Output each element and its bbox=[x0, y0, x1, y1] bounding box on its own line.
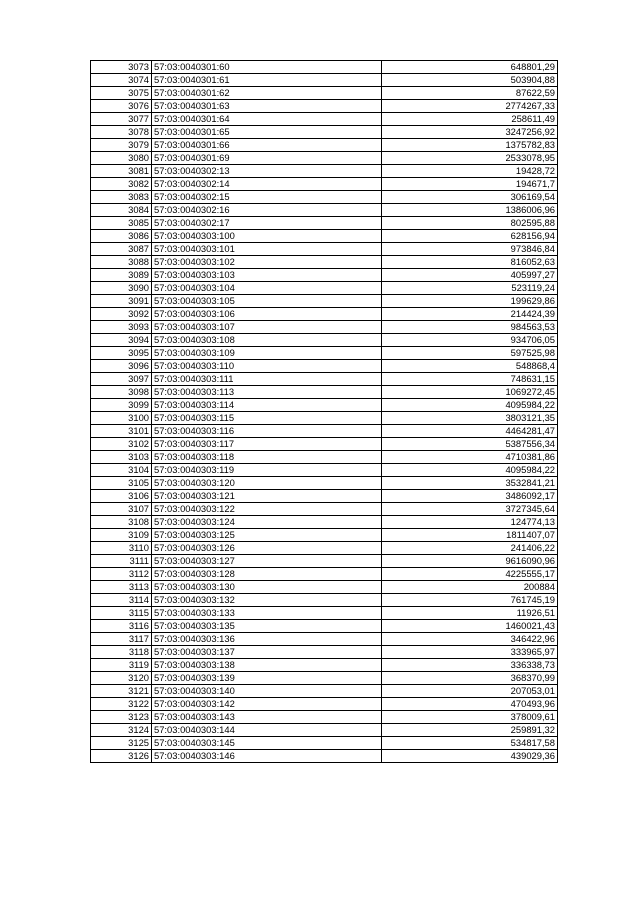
cadastral-number-cell: 57:03:0040303:135 bbox=[152, 620, 382, 633]
table-row bbox=[91, 113, 558, 126]
row-number-cell: 3123 bbox=[91, 711, 152, 724]
table-row bbox=[91, 126, 558, 139]
cadastral-number-cell: 57:03:0040301:60 bbox=[152, 61, 382, 74]
table-row bbox=[91, 165, 558, 178]
table-row bbox=[91, 295, 558, 308]
table-row bbox=[91, 373, 558, 386]
cadastral-number-cell: 57:03:0040303:119 bbox=[152, 464, 382, 477]
cadastral-number-cell: 57:03:0040303:117 bbox=[152, 438, 382, 451]
cadastral-number-cell: 57:03:0040302:13 bbox=[152, 165, 382, 178]
table-body bbox=[91, 61, 558, 763]
cadastral-value-cell: 1811407,07 bbox=[382, 529, 558, 542]
cadastral-number-cell: 57:03:0040303:103 bbox=[152, 269, 382, 282]
row-number-cell: 3116 bbox=[91, 620, 152, 633]
table-row bbox=[91, 516, 558, 529]
cadastral-number-cell: 57:03:0040303:128 bbox=[152, 568, 382, 581]
table-row bbox=[91, 321, 558, 334]
cadastral-number-cell: 57:03:0040302:14 bbox=[152, 178, 382, 191]
cadastral-number-cell: 57:03:0040303:127 bbox=[152, 555, 382, 568]
cadastral-value-cell: 534817,58 bbox=[382, 737, 558, 750]
row-number-cell: 3117 bbox=[91, 633, 152, 646]
cadastral-number-cell: 57:03:0040303:107 bbox=[152, 321, 382, 334]
row-number-cell: 3120 bbox=[91, 672, 152, 685]
cadastral-number-cell: 57:03:0040303:120 bbox=[152, 477, 382, 490]
cadastral-number-cell: 57:03:0040303:144 bbox=[152, 724, 382, 737]
table-row bbox=[91, 646, 558, 659]
table-row bbox=[91, 542, 558, 555]
table-row bbox=[91, 334, 558, 347]
row-number-cell: 3086 bbox=[91, 230, 152, 243]
table-row bbox=[91, 74, 558, 87]
row-number-cell: 3102 bbox=[91, 438, 152, 451]
table-row bbox=[91, 698, 558, 711]
cadastral-number-cell: 57:03:0040303:111 bbox=[152, 373, 382, 386]
cadastral-value-cell: 214424,39 bbox=[382, 308, 558, 321]
cadastral-number-cell: 57:03:0040303:126 bbox=[152, 542, 382, 555]
table-row bbox=[91, 178, 558, 191]
cadastral-value-cell: 1460021,43 bbox=[382, 620, 558, 633]
cadastral-number-cell: 57:03:0040303:125 bbox=[152, 529, 382, 542]
table-row bbox=[91, 386, 558, 399]
row-number-cell: 3124 bbox=[91, 724, 152, 737]
cadastral-value-cell: 346422,96 bbox=[382, 633, 558, 646]
row-number-cell: 3079 bbox=[91, 139, 152, 152]
row-number-cell: 3122 bbox=[91, 698, 152, 711]
row-number-cell: 3077 bbox=[91, 113, 152, 126]
cadastral-value-cell: 503904,88 bbox=[382, 74, 558, 87]
table-row bbox=[91, 581, 558, 594]
table-row bbox=[91, 438, 558, 451]
cadastral-value-cell: 4710381,86 bbox=[382, 451, 558, 464]
cadastral-value-cell: 3247256,92 bbox=[382, 126, 558, 139]
cadastral-value-cell: 2774267,33 bbox=[382, 100, 558, 113]
cadastral-value-cell: 523119,24 bbox=[382, 282, 558, 295]
cadastral-value-cell: 333965,97 bbox=[382, 646, 558, 659]
cadastral-value-cell: 748631,15 bbox=[382, 373, 558, 386]
table-row bbox=[91, 425, 558, 438]
table-row bbox=[91, 412, 558, 425]
row-number-cell: 3098 bbox=[91, 386, 152, 399]
cadastral-value-cell: 3532841,21 bbox=[382, 477, 558, 490]
cadastral-value-cell: 648801,29 bbox=[382, 61, 558, 74]
row-number-cell: 3096 bbox=[91, 360, 152, 373]
row-number-cell: 3104 bbox=[91, 464, 152, 477]
table-row bbox=[91, 477, 558, 490]
row-number-cell: 3090 bbox=[91, 282, 152, 295]
table-row bbox=[91, 360, 558, 373]
cadastral-value-cell: 802595,88 bbox=[382, 217, 558, 230]
table-row bbox=[91, 711, 558, 724]
cadastral-number-cell: 57:03:0040301:63 bbox=[152, 100, 382, 113]
row-number-cell: 3089 bbox=[91, 269, 152, 282]
table-row bbox=[91, 555, 558, 568]
cadastral-value-cell: 1375782,83 bbox=[382, 139, 558, 152]
row-number-cell: 3118 bbox=[91, 646, 152, 659]
cadastral-value-cell: 934706,05 bbox=[382, 334, 558, 347]
table-row bbox=[91, 100, 558, 113]
table-row bbox=[91, 152, 558, 165]
cadastral-number-cell: 57:03:0040303:118 bbox=[152, 451, 382, 464]
cadastral-number-cell: 57:03:0040303:115 bbox=[152, 412, 382, 425]
cadastral-value-cell: 3486092,17 bbox=[382, 490, 558, 503]
row-number-cell: 3084 bbox=[91, 204, 152, 217]
cadastral-value-cell: 368370,99 bbox=[382, 672, 558, 685]
row-number-cell: 3081 bbox=[91, 165, 152, 178]
cadastral-value-cell: 3803121,35 bbox=[382, 412, 558, 425]
cadastral-value-cell: 470493,96 bbox=[382, 698, 558, 711]
cadastral-number-cell: 57:03:0040303:100 bbox=[152, 230, 382, 243]
cadastral-value-cell: 306169,54 bbox=[382, 191, 558, 204]
cadastral-number-cell: 57:03:0040303:146 bbox=[152, 750, 382, 763]
cadastral-number-cell: 57:03:0040303:122 bbox=[152, 503, 382, 516]
cadastral-value-cell: 761745,19 bbox=[382, 594, 558, 607]
cadastral-number-cell: 57:03:0040303:101 bbox=[152, 243, 382, 256]
row-number-cell: 3101 bbox=[91, 425, 152, 438]
row-number-cell: 3078 bbox=[91, 126, 152, 139]
cadastral-number-cell: 57:03:0040303:137 bbox=[152, 646, 382, 659]
row-number-cell: 3088 bbox=[91, 256, 152, 269]
table-row bbox=[91, 61, 558, 74]
table-row bbox=[91, 737, 558, 750]
cadastral-value-cell: 241406,22 bbox=[382, 542, 558, 555]
row-number-cell: 3113 bbox=[91, 581, 152, 594]
row-number-cell: 3093 bbox=[91, 321, 152, 334]
table-row bbox=[91, 139, 558, 152]
cadastral-value-cell: 4464281,47 bbox=[382, 425, 558, 438]
table-row bbox=[91, 529, 558, 542]
cadastral-number-cell: 57:03:0040303:138 bbox=[152, 659, 382, 672]
cadastral-value-cell: 548868,4 bbox=[382, 360, 558, 373]
cadastral-value-cell: 597525,98 bbox=[382, 347, 558, 360]
row-number-cell: 3119 bbox=[91, 659, 152, 672]
table-row bbox=[91, 659, 558, 672]
cadastral-value-cell: 2533078,95 bbox=[382, 152, 558, 165]
cadastral-value-cell: 378009,61 bbox=[382, 711, 558, 724]
cadastral-number-cell: 57:03:0040303:132 bbox=[152, 594, 382, 607]
cadastral-number-cell: 57:03:0040303:110 bbox=[152, 360, 382, 373]
cadastral-number-cell: 57:03:0040303:145 bbox=[152, 737, 382, 750]
row-number-cell: 3125 bbox=[91, 737, 152, 750]
row-number-cell: 3076 bbox=[91, 100, 152, 113]
table-row bbox=[91, 217, 558, 230]
table-row bbox=[91, 230, 558, 243]
table-row bbox=[91, 724, 558, 737]
cadastral-value-cell: 4225555,17 bbox=[382, 568, 558, 581]
cadastral-value-cell: 19428,72 bbox=[382, 165, 558, 178]
row-number-cell: 3115 bbox=[91, 607, 152, 620]
row-number-cell: 3092 bbox=[91, 308, 152, 321]
cadastral-value-cell: 405997,27 bbox=[382, 269, 558, 282]
table-row bbox=[91, 685, 558, 698]
table-row bbox=[91, 399, 558, 412]
table-row bbox=[91, 451, 558, 464]
cadastral-number-cell: 57:03:0040303:136 bbox=[152, 633, 382, 646]
cadastral-number-cell: 57:03:0040301:64 bbox=[152, 113, 382, 126]
cadastral-number-cell: 57:03:0040303:130 bbox=[152, 581, 382, 594]
table-row bbox=[91, 308, 558, 321]
cadastral-number-cell: 57:03:0040303:105 bbox=[152, 295, 382, 308]
row-number-cell: 3091 bbox=[91, 295, 152, 308]
table-row bbox=[91, 347, 558, 360]
cadastral-number-cell: 57:03:0040303:114 bbox=[152, 399, 382, 412]
cadastral-value-cell: 816052,63 bbox=[382, 256, 558, 269]
cadastral-number-cell: 57:03:0040303:102 bbox=[152, 256, 382, 269]
cadastral-number-cell: 57:03:0040303:104 bbox=[152, 282, 382, 295]
row-number-cell: 3095 bbox=[91, 347, 152, 360]
cadastral-value-cell: 87622,59 bbox=[382, 87, 558, 100]
cadastral-number-cell: 57:03:0040302:16 bbox=[152, 204, 382, 217]
cadastral-value-cell: 1386006,96 bbox=[382, 204, 558, 217]
table-row bbox=[91, 672, 558, 685]
cadastral-value-cell: 973846,84 bbox=[382, 243, 558, 256]
row-number-cell: 3073 bbox=[91, 61, 152, 74]
row-number-cell: 3100 bbox=[91, 412, 152, 425]
cadastral-value-cell: 1069272,45 bbox=[382, 386, 558, 399]
cadastral-number-cell: 57:03:0040301:69 bbox=[152, 152, 382, 165]
row-number-cell: 3111 bbox=[91, 555, 152, 568]
cadastral-value-cell: 628156,94 bbox=[382, 230, 558, 243]
row-number-cell: 3085 bbox=[91, 217, 152, 230]
cadastral-value-cell: 5387556,34 bbox=[382, 438, 558, 451]
row-number-cell: 3114 bbox=[91, 594, 152, 607]
table-row bbox=[91, 490, 558, 503]
cadastral-value-cell: 3727345,64 bbox=[382, 503, 558, 516]
cadastral-value-cell: 258611,49 bbox=[382, 113, 558, 126]
table-row bbox=[91, 750, 558, 763]
row-number-cell: 3112 bbox=[91, 568, 152, 581]
table-row bbox=[91, 568, 558, 581]
cadastral-number-cell: 57:03:0040302:15 bbox=[152, 191, 382, 204]
table-row bbox=[91, 269, 558, 282]
cadastral-number-cell: 57:03:0040303:139 bbox=[152, 672, 382, 685]
cadastral-number-cell: 57:03:0040303:106 bbox=[152, 308, 382, 321]
table-row bbox=[91, 607, 558, 620]
cadastral-number-cell: 57:03:0040301:65 bbox=[152, 126, 382, 139]
row-number-cell: 3074 bbox=[91, 74, 152, 87]
cadastral-value-cell: 200884 bbox=[382, 581, 558, 594]
cadastral-number-cell: 57:03:0040301:66 bbox=[152, 139, 382, 152]
row-number-cell: 3107 bbox=[91, 503, 152, 516]
row-number-cell: 3082 bbox=[91, 178, 152, 191]
row-number-cell: 3083 bbox=[91, 191, 152, 204]
row-number-cell: 3108 bbox=[91, 516, 152, 529]
cadastral-number-cell: 57:03:0040303:143 bbox=[152, 711, 382, 724]
cadastral-value-table bbox=[90, 60, 558, 763]
table-row bbox=[91, 503, 558, 516]
cadastral-value-cell: 199629,86 bbox=[382, 295, 558, 308]
table-row bbox=[91, 204, 558, 217]
cadastral-number-cell: 57:03:0040303:133 bbox=[152, 607, 382, 620]
table-row bbox=[91, 594, 558, 607]
cadastral-number-cell: 57:03:0040303:116 bbox=[152, 425, 382, 438]
table-row bbox=[91, 464, 558, 477]
table-row bbox=[91, 87, 558, 100]
cadastral-value-cell: 439029,36 bbox=[382, 750, 558, 763]
cadastral-value-cell: 11926,51 bbox=[382, 607, 558, 620]
cadastral-value-cell: 9616090,96 bbox=[382, 555, 558, 568]
cadastral-value-cell: 4095984,22 bbox=[382, 464, 558, 477]
cadastral-number-cell: 57:03:0040303:108 bbox=[152, 334, 382, 347]
table-row bbox=[91, 256, 558, 269]
cadastral-value-cell: 124774,13 bbox=[382, 516, 558, 529]
cadastral-number-cell: 57:03:0040301:61 bbox=[152, 74, 382, 87]
table-row bbox=[91, 633, 558, 646]
row-number-cell: 3110 bbox=[91, 542, 152, 555]
row-number-cell: 3126 bbox=[91, 750, 152, 763]
cadastral-number-cell: 57:03:0040302:17 bbox=[152, 217, 382, 230]
row-number-cell: 3103 bbox=[91, 451, 152, 464]
row-number-cell: 3109 bbox=[91, 529, 152, 542]
row-number-cell: 3080 bbox=[91, 152, 152, 165]
cadastral-value-cell: 4095984,22 bbox=[382, 399, 558, 412]
cadastral-number-cell: 57:03:0040301:62 bbox=[152, 87, 382, 100]
cadastral-value-cell: 259891,32 bbox=[382, 724, 558, 737]
table-row bbox=[91, 620, 558, 633]
table-row bbox=[91, 282, 558, 295]
cadastral-number-cell: 57:03:0040303:124 bbox=[152, 516, 382, 529]
row-number-cell: 3094 bbox=[91, 334, 152, 347]
table-row bbox=[91, 191, 558, 204]
row-number-cell: 3121 bbox=[91, 685, 152, 698]
row-number-cell: 3099 bbox=[91, 399, 152, 412]
row-number-cell: 3106 bbox=[91, 490, 152, 503]
cadastral-number-cell: 57:03:0040303:140 bbox=[152, 685, 382, 698]
cadastral-number-cell: 57:03:0040303:121 bbox=[152, 490, 382, 503]
cadastral-value-cell: 194671,7 bbox=[382, 178, 558, 191]
cadastral-value-cell: 984563,53 bbox=[382, 321, 558, 334]
cadastral-value-cell: 207053,01 bbox=[382, 685, 558, 698]
cadastral-number-cell: 57:03:0040303:142 bbox=[152, 698, 382, 711]
cadastral-value-cell: 336338,73 bbox=[382, 659, 558, 672]
cadastral-number-cell: 57:03:0040303:113 bbox=[152, 386, 382, 399]
cadastral-number-cell: 57:03:0040303:109 bbox=[152, 347, 382, 360]
row-number-cell: 3075 bbox=[91, 87, 152, 100]
table-row bbox=[91, 243, 558, 256]
row-number-cell: 3097 bbox=[91, 373, 152, 386]
row-number-cell: 3087 bbox=[91, 243, 152, 256]
row-number-cell: 3105 bbox=[91, 477, 152, 490]
